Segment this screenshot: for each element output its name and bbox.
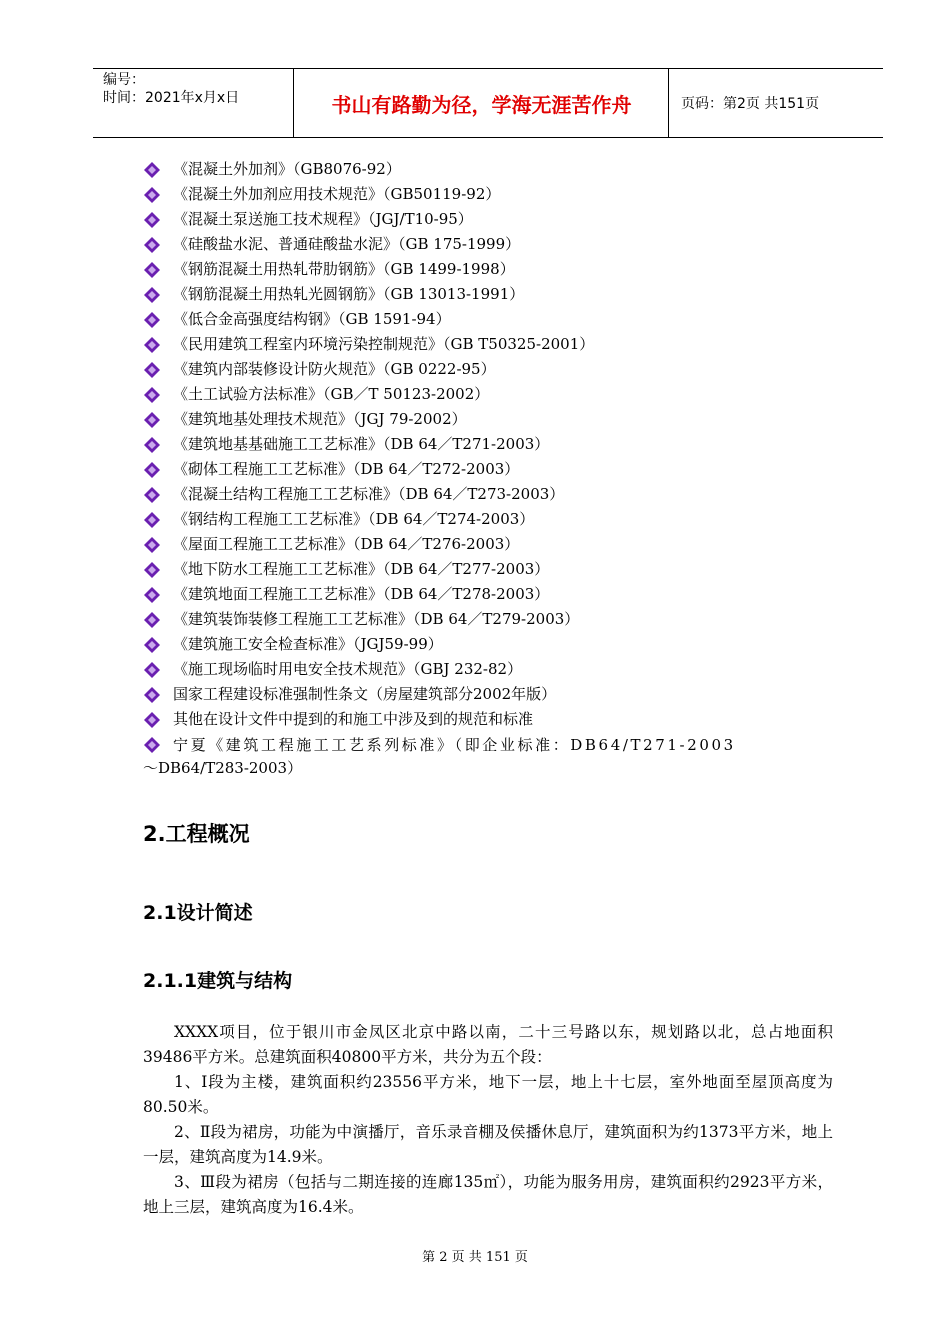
list-item-text: 《建筑装饰装修工程施工工艺标准》（DB 64／T279-2003）	[173, 610, 580, 628]
list-item-text: 《钢结构工程施工工艺标准》（DB 64／T274-2003）	[173, 510, 535, 528]
list-item-text: 《建筑地基处理技术规范》（JGJ 79-2002）	[173, 410, 467, 428]
list-item	[143, 582, 843, 607]
header-page-number: 页码：第2页 共151页	[681, 96, 820, 112]
list-item-text: 《低合金高强度结构钢》（GB 1591-94）	[173, 310, 451, 328]
body-text	[143, 1020, 833, 1220]
heading-design-summary: 2.1设计简述	[143, 902, 253, 924]
list-item-text: 《混凝土结构工程施工工艺标准》（DB 64／T273-2003）	[173, 485, 565, 503]
list-item-text: 《混凝土外加剂应用技术规范》（GB50119-92）	[173, 185, 501, 203]
list-item-text: 《地下防水工程施工工艺标准》（DB 64／T277-2003）	[173, 560, 550, 578]
list-item-text: 《土工试验方法标准》（GB／T 50123-2002）	[173, 385, 490, 403]
list-item	[143, 607, 843, 632]
list-item-text: 《建筑地基基础施工工艺标准》（DB 64／T271-2003）	[173, 435, 550, 453]
diamond-bullet-icon	[143, 536, 161, 554]
list-item	[143, 207, 843, 232]
list-item	[143, 282, 843, 307]
list-item-text: 《混凝土外加剂》（GB8076-92）	[173, 160, 401, 178]
list-item-text: 《建筑内部装修设计防火规范》（GB 0222-95）	[173, 360, 496, 378]
list-item	[143, 532, 843, 557]
list-item	[143, 507, 843, 532]
list-item	[143, 682, 843, 707]
list-item	[143, 482, 843, 507]
diamond-bullet-icon	[143, 661, 161, 679]
list-item-last-line1: 宁夏《建筑工程施工工艺系列标准》（即企业标准：DB64/T271-2003	[173, 736, 736, 754]
diamond-bullet-icon	[143, 686, 161, 704]
list-item	[143, 382, 843, 407]
heading-project-overview: 2.工程概况	[143, 822, 250, 846]
list-item	[143, 232, 843, 257]
list-item-text: 《混凝土泵送施工技术规程》（JGJ/T10-95）	[173, 210, 473, 228]
diamond-bullet-icon	[143, 211, 161, 229]
diamond-bullet-icon	[143, 186, 161, 204]
diamond-bullet-icon	[143, 361, 161, 379]
list-item	[143, 307, 843, 332]
diamond-bullet-icon	[143, 386, 161, 404]
diamond-bullet-icon	[143, 611, 161, 629]
diamond-bullet-icon	[143, 411, 161, 429]
page-footer: 第 2 页 共 151 页	[422, 1250, 528, 1265]
diamond-bullet-icon	[143, 236, 161, 254]
diamond-bullet-icon	[143, 736, 161, 754]
paragraph: 2、Ⅱ段为裙房，功能为中演播厅，音乐录音棚及侯播休息厅，建筑面积为约1373平方米，地上一层，建筑高度为14.9米。	[143, 1123, 833, 1166]
list-item	[143, 407, 843, 432]
diamond-bullet-icon	[143, 461, 161, 479]
diamond-bullet-icon	[143, 436, 161, 454]
list-item	[143, 432, 843, 457]
diamond-bullet-icon	[143, 261, 161, 279]
time-label: 时间：2021年x月x日	[103, 90, 240, 106]
list-item-text: 《钢筋混凝土用热轧光圆钢筋》（GB 13013-1991）	[173, 285, 525, 303]
list-item	[143, 707, 843, 732]
heading-architecture-structure: 2.1.1建筑与结构	[143, 970, 293, 992]
paragraph: 3、Ⅲ段为裙房（包括与二期连接的连廊135㎡），功能为服务用房，建筑面积约2923平方米，地上三层，建筑高度为16.4米。	[143, 1173, 833, 1216]
list-item	[143, 257, 843, 282]
list-item	[143, 157, 843, 182]
list-item-text: 《硅酸盐水泥、普通硅酸盐水泥》（GB 175-1999）	[173, 235, 521, 253]
list-item	[143, 657, 843, 682]
diamond-bullet-icon	[143, 561, 161, 579]
diamond-bullet-icon	[143, 286, 161, 304]
diamond-bullet-icon	[143, 586, 161, 604]
list-item	[143, 557, 843, 582]
standards-list	[143, 157, 843, 732]
list-item	[143, 182, 843, 207]
page-header	[93, 68, 883, 138]
header-meta	[93, 69, 294, 137]
list-item-text: 《建筑地面工程施工工艺标准》（DB 64／T278-2003）	[173, 585, 550, 603]
list-item	[143, 357, 843, 382]
paragraph: 1、Ⅰ段为主楼，建筑面积约23556平方米，地下一层，地上十七层，室外地面至屋顶高度为80.50米。	[143, 1073, 833, 1116]
diamond-bullet-icon	[143, 636, 161, 654]
code-label: 编号：	[103, 72, 145, 88]
list-item	[143, 632, 843, 657]
diamond-bullet-icon	[143, 511, 161, 529]
diamond-bullet-icon	[143, 311, 161, 329]
list-item-last	[143, 732, 833, 757]
list-item-text: 《屋面工程施工工艺标准》（DB 64／T276-2003）	[173, 535, 520, 553]
list-item-text: 《钢筋混凝土用热轧带肋钢筋》（GB 1499-1998）	[173, 260, 515, 278]
list-item-text: 其他在设计文件中提到的和施工中涉及到的规范和标准	[173, 710, 534, 728]
diamond-bullet-icon	[143, 161, 161, 179]
list-item-text: 《施工现场临时用电安全技术规范》（GBJ 232-82）	[173, 660, 523, 678]
list-item-text: 《建筑施工安全检查标准》（JGJ59-99）	[173, 635, 443, 653]
diamond-bullet-icon	[143, 336, 161, 354]
diamond-bullet-icon	[143, 711, 161, 729]
list-item-text: 国家工程建设标准强制性条文（房屋建筑部分2002年版）	[173, 685, 557, 703]
list-item	[143, 457, 843, 482]
diamond-bullet-icon	[143, 486, 161, 504]
list-item-text: 《砌体工程施工工艺标准》（DB 64／T272-2003）	[173, 460, 520, 478]
list-item-text: 《民用建筑工程室内环境污染控制规范》（GB T50325-2001）	[173, 335, 595, 353]
header-motto: 书山有路勤为径，学海无涯苦作舟	[295, 69, 669, 137]
list-item	[143, 332, 843, 357]
paragraph: XXXX项目，位于银川市金凤区北京中路以南，二十三号路以东，规划路以北，总占地面积39486平方米。总建筑面积40800平方米，共分为五个段：	[143, 1023, 833, 1066]
list-item-last-line2: ～DB64/T283-2003）	[143, 759, 303, 777]
